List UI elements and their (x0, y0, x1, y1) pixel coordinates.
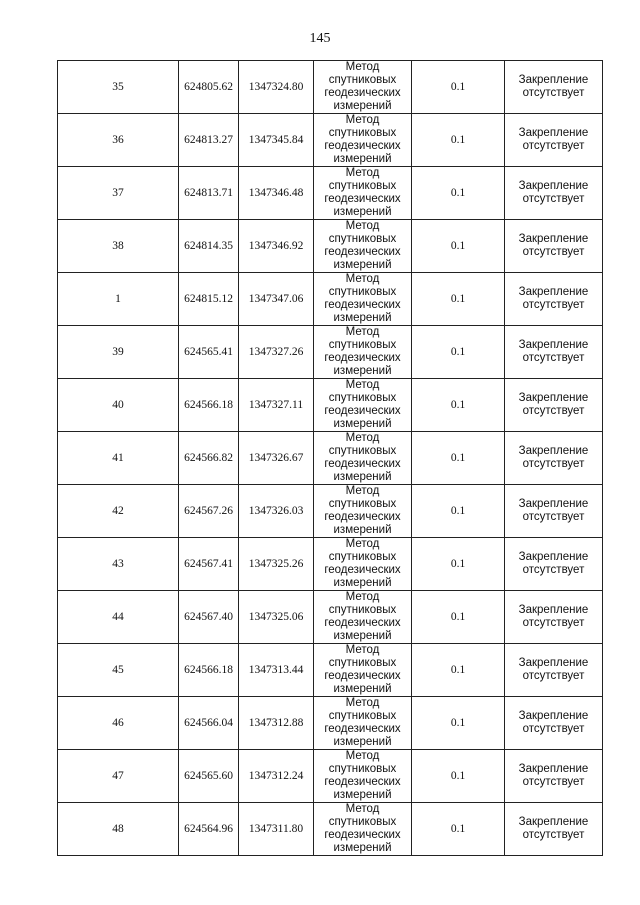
point-number-cell: 35 (58, 61, 179, 114)
y-coordinate-cell: 1347325.26 (239, 538, 314, 591)
y-coordinate-cell: 1347346.92 (239, 220, 314, 273)
method-line: Метод (345, 273, 380, 285)
method-cell (314, 644, 412, 697)
method-cell (314, 379, 412, 432)
method-line: Метод (345, 167, 380, 179)
accuracy-cell: 0.1 (412, 273, 505, 326)
table-row (58, 697, 603, 750)
method-line: Метод (345, 644, 380, 656)
point-number-cell: 46 (58, 697, 179, 750)
method-line: геодезических (324, 246, 401, 258)
point-number-cell: 40 (58, 379, 179, 432)
table-row (58, 803, 603, 856)
y-coordinate-cell: 1347313.44 (239, 644, 314, 697)
table-row (58, 326, 603, 379)
method-line: геодезических (324, 670, 401, 682)
fixing-line: отсутствует (522, 246, 585, 258)
x-coordinate-cell: 624567.26 (179, 485, 239, 538)
accuracy-cell: 0.1 (412, 432, 505, 485)
method-line: измерений (333, 418, 392, 430)
table-row (58, 220, 603, 273)
fixing-line: отсутствует (522, 193, 585, 205)
method-cell (314, 326, 412, 379)
method-line: Метод (345, 803, 380, 815)
accuracy-cell: 0.1 (412, 485, 505, 538)
method-cell (314, 167, 412, 220)
x-coordinate-cell: 624566.04 (179, 697, 239, 750)
method-line: спутниковых (328, 710, 397, 722)
fixing-line: отсутствует (522, 723, 585, 735)
method-line: спутниковых (328, 286, 397, 298)
point-number-cell: 44 (58, 591, 179, 644)
table-row (58, 379, 603, 432)
method-line: Метод (345, 379, 380, 391)
method-line: геодезических (324, 352, 401, 364)
method-line: геодезических (324, 617, 401, 629)
y-coordinate-cell: 1347325.06 (239, 591, 314, 644)
point-number-cell: 48 (58, 803, 179, 856)
fixing-cell (505, 697, 603, 750)
x-coordinate-cell: 624565.41 (179, 326, 239, 379)
fixing-line: отсутствует (522, 140, 585, 152)
y-coordinate-cell: 1347326.67 (239, 432, 314, 485)
method-line: Метод (345, 591, 380, 603)
method-line: Метод (345, 432, 380, 444)
y-coordinate-cell: 1347327.26 (239, 326, 314, 379)
table-row (58, 591, 603, 644)
method-line: спутниковых (328, 551, 397, 563)
accuracy-cell: 0.1 (412, 644, 505, 697)
method-line: геодезических (324, 829, 401, 841)
y-coordinate-cell: 1347312.24 (239, 750, 314, 803)
method-line: спутниковых (328, 657, 397, 669)
method-line: спутниковых (328, 445, 397, 457)
method-cell (314, 803, 412, 856)
method-line: спутниковых (328, 604, 397, 616)
method-line: Метод (345, 220, 380, 232)
table-row (58, 644, 603, 697)
x-coordinate-cell: 624814.35 (179, 220, 239, 273)
fixing-line: отсутствует (522, 617, 585, 629)
method-cell (314, 750, 412, 803)
method-line: геодезических (324, 458, 401, 470)
method-line: спутниковых (328, 392, 397, 404)
method-line: измерений (333, 577, 392, 589)
fixing-line: Закрепление (518, 339, 589, 351)
method-line: геодезических (324, 511, 401, 523)
method-line: Метод (345, 697, 380, 709)
method-line: спутниковых (328, 233, 397, 245)
method-line: измерений (333, 365, 392, 377)
y-coordinate-cell: 1347312.88 (239, 697, 314, 750)
y-coordinate-cell: 1347345.84 (239, 114, 314, 167)
method-line: измерений (333, 736, 392, 748)
method-cell (314, 273, 412, 326)
method-line: Метод (345, 750, 380, 762)
method-cell (314, 485, 412, 538)
fixing-line: отсутствует (522, 405, 585, 417)
method-cell (314, 538, 412, 591)
fixing-line: отсутствует (522, 829, 585, 841)
table-row (58, 114, 603, 167)
x-coordinate-cell: 624566.18 (179, 644, 239, 697)
table-row (58, 750, 603, 803)
table-row (58, 273, 603, 326)
fixing-cell (505, 591, 603, 644)
point-number-cell: 39 (58, 326, 179, 379)
accuracy-cell: 0.1 (412, 326, 505, 379)
fixing-line: Закрепление (518, 392, 589, 404)
fixing-line: отсутствует (522, 511, 585, 523)
fixing-line: отсутствует (522, 458, 585, 470)
table-row (58, 538, 603, 591)
x-coordinate-cell: 624815.12 (179, 273, 239, 326)
y-coordinate-cell: 1347324.80 (239, 61, 314, 114)
method-line: спутниковых (328, 127, 397, 139)
y-coordinate-cell: 1347326.03 (239, 485, 314, 538)
method-line: измерений (333, 153, 392, 165)
fixing-line: Закрепление (518, 445, 589, 457)
fixing-line: Закрепление (518, 763, 589, 775)
method-line: Метод (345, 485, 380, 497)
method-line: измерений (333, 842, 392, 854)
fixing-line: отсутствует (522, 670, 585, 682)
table-row (58, 432, 603, 485)
fixing-line: отсутствует (522, 87, 585, 99)
point-number-cell: 1 (58, 273, 179, 326)
fixing-line: Закрепление (518, 127, 589, 139)
accuracy-cell: 0.1 (412, 538, 505, 591)
point-number-cell: 42 (58, 485, 179, 538)
accuracy-cell: 0.1 (412, 220, 505, 273)
x-coordinate-cell: 624566.82 (179, 432, 239, 485)
fixing-cell (505, 538, 603, 591)
table-row (58, 167, 603, 220)
method-line: спутниковых (328, 339, 397, 351)
method-line: измерений (333, 471, 392, 483)
fixing-line: Закрепление (518, 604, 589, 616)
fixing-cell (505, 273, 603, 326)
method-line: спутниковых (328, 74, 397, 86)
accuracy-cell: 0.1 (412, 61, 505, 114)
method-line: Метод (345, 61, 380, 73)
method-cell (314, 591, 412, 644)
table-row (58, 485, 603, 538)
y-coordinate-cell: 1347327.11 (239, 379, 314, 432)
point-number-cell: 38 (58, 220, 179, 273)
fixing-cell (505, 803, 603, 856)
point-number-cell: 47 (58, 750, 179, 803)
method-line: геодезических (324, 564, 401, 576)
method-line: геодезических (324, 776, 401, 788)
method-line: измерений (333, 100, 392, 112)
y-coordinate-cell: 1347347.06 (239, 273, 314, 326)
fixing-line: Закрепление (518, 710, 589, 722)
page-number: 145 (309, 31, 331, 46)
method-line: геодезических (324, 405, 401, 417)
method-cell (314, 114, 412, 167)
accuracy-cell: 0.1 (412, 167, 505, 220)
fixing-line: Закрепление (518, 816, 589, 828)
method-line: измерений (333, 259, 392, 271)
method-cell (314, 61, 412, 114)
fixing-line: отсутствует (522, 564, 585, 576)
y-coordinate-cell: 1347311.80 (239, 803, 314, 856)
method-line: геодезических (324, 140, 401, 152)
point-number-cell: 36 (58, 114, 179, 167)
method-line: геодезических (324, 723, 401, 735)
accuracy-cell: 0.1 (412, 591, 505, 644)
coordinates-table (57, 60, 603, 856)
method-line: спутниковых (328, 498, 397, 510)
table-row (58, 61, 603, 114)
accuracy-cell: 0.1 (412, 379, 505, 432)
x-coordinate-cell: 624813.27 (179, 114, 239, 167)
method-line: измерений (333, 312, 392, 324)
method-line: геодезических (324, 299, 401, 311)
method-line: Метод (345, 326, 380, 338)
x-coordinate-cell: 624813.71 (179, 167, 239, 220)
fixing-cell (505, 485, 603, 538)
x-coordinate-cell: 624805.62 (179, 61, 239, 114)
method-line: измерений (333, 206, 392, 218)
fixing-cell (505, 114, 603, 167)
method-line: измерений (333, 630, 392, 642)
fixing-cell (505, 220, 603, 273)
method-line: измерений (333, 683, 392, 695)
x-coordinate-cell: 624566.18 (179, 379, 239, 432)
point-number-cell: 45 (58, 644, 179, 697)
point-number-cell: 41 (58, 432, 179, 485)
x-coordinate-cell: 624567.41 (179, 538, 239, 591)
table-body (58, 61, 603, 856)
accuracy-cell: 0.1 (412, 697, 505, 750)
x-coordinate-cell: 624565.60 (179, 750, 239, 803)
method-line: Метод (345, 538, 380, 550)
fixing-cell (505, 750, 603, 803)
fixing-cell (505, 61, 603, 114)
fixing-cell (505, 644, 603, 697)
fixing-line: Закрепление (518, 551, 589, 563)
point-number-cell: 43 (58, 538, 179, 591)
point-number-cell: 37 (58, 167, 179, 220)
method-line: Метод (345, 114, 380, 126)
accuracy-cell: 0.1 (412, 750, 505, 803)
fixing-line: Закрепление (518, 657, 589, 669)
method-line: спутниковых (328, 180, 397, 192)
method-cell (314, 220, 412, 273)
method-line: геодезических (324, 193, 401, 205)
fixing-cell (505, 167, 603, 220)
fixing-line: отсутствует (522, 299, 585, 311)
fixing-cell (505, 432, 603, 485)
fixing-cell (505, 326, 603, 379)
method-line: геодезических (324, 87, 401, 99)
fixing-line: Закрепление (518, 286, 589, 298)
fixing-line: Закрепление (518, 74, 589, 86)
method-line: спутниковых (328, 816, 397, 828)
fixing-line: Закрепление (518, 233, 589, 245)
accuracy-cell: 0.1 (412, 114, 505, 167)
method-cell (314, 432, 412, 485)
fixing-line: отсутствует (522, 352, 585, 364)
x-coordinate-cell: 624567.40 (179, 591, 239, 644)
method-cell (314, 697, 412, 750)
method-line: измерений (333, 789, 392, 801)
x-coordinate-cell: 624564.96 (179, 803, 239, 856)
fixing-cell (505, 379, 603, 432)
y-coordinate-cell: 1347346.48 (239, 167, 314, 220)
fixing-line: Закрепление (518, 180, 589, 192)
fixing-line: Закрепление (518, 498, 589, 510)
accuracy-cell: 0.1 (412, 803, 505, 856)
method-line: измерений (333, 524, 392, 536)
fixing-line: отсутствует (522, 776, 585, 788)
method-line: спутниковых (328, 763, 397, 775)
